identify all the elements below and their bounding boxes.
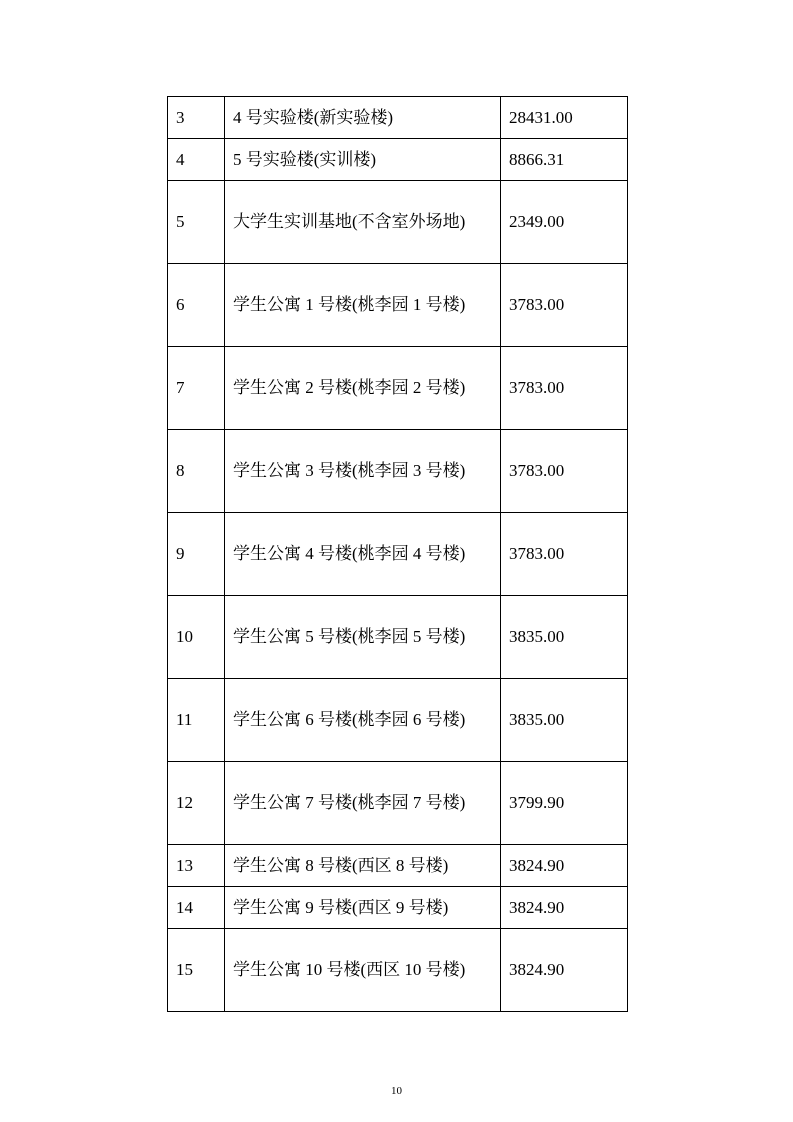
row-number-cell: 13	[168, 845, 225, 887]
area-cell: 3835.00	[501, 679, 628, 762]
table-row	[168, 347, 628, 430]
area-cell: 3799.90	[501, 762, 628, 845]
building-name-cell: 学生公寓 7 号楼(桃李园 7 号楼)	[225, 762, 501, 845]
area-cell: 3824.90	[501, 845, 628, 887]
building-name-cell: 学生公寓 10 号楼(西区 10 号楼)	[225, 929, 501, 1012]
area-cell: 3835.00	[501, 596, 628, 679]
building-name-cell: 学生公寓 8 号楼(西区 8 号楼)	[225, 845, 501, 887]
area-cell: 3783.00	[501, 513, 628, 596]
row-number-cell: 14	[168, 887, 225, 929]
building-name-cell: 学生公寓 9 号楼(西区 9 号楼)	[225, 887, 501, 929]
area-cell: 2349.00	[501, 181, 628, 264]
row-number-cell: 3	[168, 97, 225, 139]
row-number-cell: 15	[168, 929, 225, 1012]
building-name-cell: 学生公寓 1 号楼(桃李园 1 号楼)	[225, 264, 501, 347]
table-body	[168, 97, 628, 1012]
table-row	[168, 139, 628, 181]
building-name-cell: 学生公寓 4 号楼(桃李园 4 号楼)	[225, 513, 501, 596]
table-row	[168, 513, 628, 596]
building-name-cell: 大学生实训基地(不含室外场地)	[225, 181, 501, 264]
row-number-cell: 6	[168, 264, 225, 347]
area-cell: 8866.31	[501, 139, 628, 181]
page-number: 10	[391, 1085, 402, 1097]
row-number-cell: 5	[168, 181, 225, 264]
row-number-cell: 8	[168, 430, 225, 513]
table-row	[168, 845, 628, 887]
building-name-cell: 学生公寓 6 号楼(桃李园 6 号楼)	[225, 679, 501, 762]
table-row	[168, 97, 628, 139]
area-cell: 28431.00	[501, 97, 628, 139]
table-row	[168, 929, 628, 1012]
row-number-cell: 10	[168, 596, 225, 679]
row-number-cell: 4	[168, 139, 225, 181]
building-name-cell: 学生公寓 5 号楼(桃李园 5 号楼)	[225, 596, 501, 679]
building-area-table	[167, 96, 628, 1012]
table-row	[168, 181, 628, 264]
table-row	[168, 887, 628, 929]
row-number-cell: 9	[168, 513, 225, 596]
table-row	[168, 264, 628, 347]
table-row	[168, 430, 628, 513]
area-cell: 3824.90	[501, 887, 628, 929]
area-cell: 3824.90	[501, 929, 628, 1012]
table-row	[168, 762, 628, 845]
building-name-cell: 5 号实验楼(实训楼)	[225, 139, 501, 181]
building-name-cell: 学生公寓 2 号楼(桃李园 2 号楼)	[225, 347, 501, 430]
row-number-cell: 12	[168, 762, 225, 845]
area-cell: 3783.00	[501, 430, 628, 513]
area-cell: 3783.00	[501, 264, 628, 347]
table-row	[168, 679, 628, 762]
building-name-cell: 学生公寓 3 号楼(桃李园 3 号楼)	[225, 430, 501, 513]
row-number-cell: 7	[168, 347, 225, 430]
building-name-cell: 4 号实验楼(新实验楼)	[225, 97, 501, 139]
row-number-cell: 11	[168, 679, 225, 762]
table-row	[168, 596, 628, 679]
area-cell: 3783.00	[501, 347, 628, 430]
